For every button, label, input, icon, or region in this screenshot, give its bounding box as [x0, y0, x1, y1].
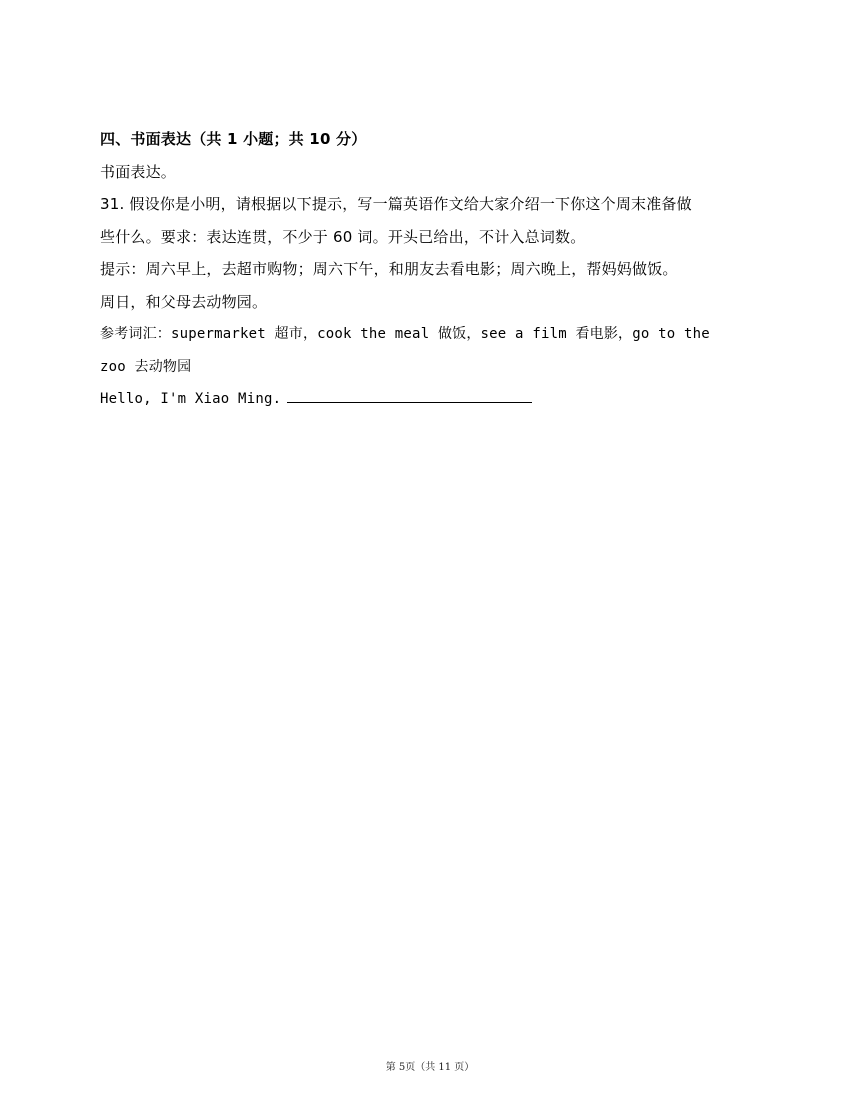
- hint-line-2: 周日，和父母去动物园。: [100, 292, 268, 311]
- answer-blank[interactable]: [287, 388, 532, 403]
- page-footer: 第 5页（共 11 页）: [385, 1062, 475, 1073]
- question-prompt-line-1: 31. 假设你是小明，请根据以下提示，写一篇英语作文给大家介绍一下你这个周末准备做: [100, 195, 692, 213]
- section-instruction: 书面表达。: [100, 162, 177, 181]
- answer-line: [100, 383, 765, 416]
- question-prompt-line-2: 些什么。要求：表达连贯，不少于 60 词。开头已给出，不计入总词数。: [100, 227, 586, 246]
- vocabulary-line-2: zoo 去动物园: [100, 358, 192, 375]
- answer-start-text: Hello, I'm Xiao Ming.: [100, 391, 282, 407]
- document-content: [100, 123, 765, 416]
- vocabulary-line-1: 参考词汇：supermarket 超市，cook the meal 做饭，see a film 看电影，go to the: [100, 326, 710, 342]
- section-title: 四、书面表达（共 1 小题；共 10 分）: [100, 130, 367, 148]
- hint-line-1: 提示：周六早上，去超市购物；周六下午，和朋友去看电影；周六晚上，帮妈妈做饭。: [100, 260, 678, 278]
